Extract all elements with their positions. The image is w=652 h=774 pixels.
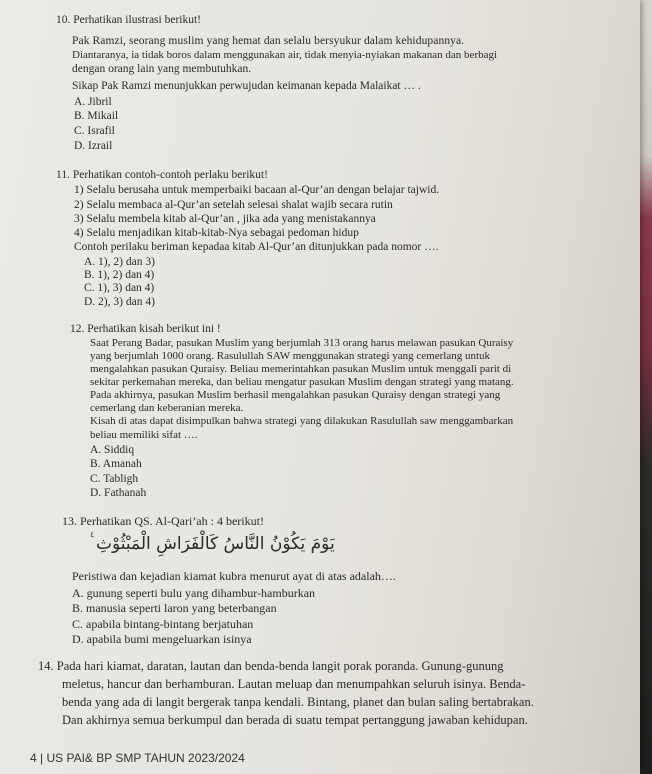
page-footer: 4 | US PAI& BP SMP TAHUN 2023/2024 [30, 751, 245, 765]
question-12-story-line: Saat Perang Badar, pasukan Muslim yang berjumlah 313 orang harus melawan pasukan Quraisy [90, 337, 514, 349]
question-12-story-line: mengalahkan pasukan Quraisy. Beliau memerintahkan pasukan Muslim untuk menggali parit di [90, 363, 512, 375]
arabic-verse: يَوْمَ يَكُوْنُ النَّاسُ كَالْفَرَاشِ الْمَبْثُوْثِ [96, 534, 335, 554]
question-13-prompt: Peristiwa dan kejadian kiamat kubra menurut ayat di atas adalah…. [72, 569, 396, 583]
option-c[interactable]: C. 1), 3) dan 4) [84, 282, 155, 294]
question-11-title: 11. Perhatikan contoh-contoh perlaku berikut! [56, 169, 268, 181]
ayah-number: ٤ [90, 530, 95, 539]
option-a[interactable]: A. Siddiq [90, 444, 135, 456]
question-12-story-line: sekitar perkemahan mereka, dan beliau mengatur pasukan Muslim dengan strategi yang matang. [90, 376, 514, 388]
question-12-prompt: beliau memiliki sifat …. [90, 429, 198, 441]
option-b[interactable]: B. manusia seperti laron yang beterbangan [72, 601, 277, 615]
question-13-title: 13. Perhatikan QS. Al-Qari’ah : 4 berikut! [62, 514, 264, 528]
question-12-title: 12. Perhatikan kisah berikut ini ! [70, 323, 221, 335]
question-10-title: 10. Perhatikan ilustrasi berikut! [56, 14, 201, 26]
option-c[interactable]: C. apabila bintang-bintang berjatuhan [72, 617, 254, 631]
option-b[interactable]: B. 1), 2) dan 4) [84, 269, 155, 281]
option-c[interactable]: C. Tabligh [90, 473, 139, 485]
option-a[interactable]: A. 1), 2) dan 3) [84, 256, 155, 268]
question-11-prompt: Contoh perilaku beriman kepadaa kitab Al-Qur’an ditunjukkan pada nomor …. [74, 241, 439, 253]
question-14-line: 14. Pada hari kiamat, daratan, lautan dan benda-benda langit porak poranda. Gunung-gunung [38, 659, 504, 673]
question-10-story-line: dengan orang lain yang membutuhkan. [72, 63, 252, 75]
question-12-story-line: Pada akhirnya, pasukan Muslim berhasil mengalahkan pasukan Quraisy dengan strategi yang [90, 389, 501, 401]
question-10-story-line: Pak Ramzi, seorang muslim yang hemat dan selalu bersyukur dalam kehidupannya. [72, 35, 465, 47]
question-12-story-line: cemerlang dan keberanian mereka. [90, 402, 244, 414]
option-a[interactable]: A. Jibril [74, 96, 112, 108]
question-11-item: 1) Selalu berusaha untuk memperbaiki bacaan al-Qur’an dengan belajar tajwid. [74, 184, 440, 196]
option-b[interactable]: B. Amanah [90, 458, 142, 470]
question-14-line: Dan akhirnya semua berkumpul dan berada di suatu tempat pertanggung jawaban kehidupan. [62, 713, 528, 727]
question-11-item: 3) Selalu membela kitab al-Qur’an , jika ada yang menistakannya [74, 213, 376, 225]
question-14-line: benda yang ada di langit bergerak tanpa kendali. Bintang, planet dan bulan saling bertabrakan. [62, 695, 534, 709]
question-11-item: 4) Selalu menjadikan kitab-kitab-Nya sebagai pedoman hidup [74, 227, 359, 239]
question-12-story-line: Kisah di atas dapat disimpulkan bahwa strategi yang dilakukan Rasulullah saw menggambarkan [90, 415, 514, 427]
option-d[interactable]: D. Fathanah [90, 487, 147, 499]
option-b[interactable]: B. Mikail [74, 110, 119, 122]
option-c[interactable]: C. Israfil [74, 125, 115, 137]
option-d[interactable]: D. apabila bumi mengeluarkan isinya [72, 632, 252, 646]
question-10-story-line: Diantaranya, ia tidak boros dalam menggunakan air, tidak menyia-nyiakan makanan dan berbagi [72, 49, 498, 61]
option-a[interactable]: A. gunung seperti bulu yang dihambur-hamburkan [72, 586, 316, 600]
question-10-prompt: Sikap Pak Ramzi menunjukkan perwujudan keimanan kepada Malaikat … . [72, 80, 421, 92]
option-d[interactable]: D. 2), 3) dan 4) [84, 296, 155, 308]
question-12-story-line: yang berjumlah 1000 orang. Rasulullah SAW menggunakan strategi yang cemerlang untuk [90, 350, 491, 362]
option-d[interactable]: D. Izrail [74, 140, 113, 152]
question-14-line: meletus, hancur dan berhamburan. Lautan meluap dan menumpahkan seluruh isinya. Benda- [62, 677, 526, 691]
question-11-item: 2) Selalu membaca al-Qur’an setelah selesai shalat wajib secara rutin [74, 199, 393, 211]
